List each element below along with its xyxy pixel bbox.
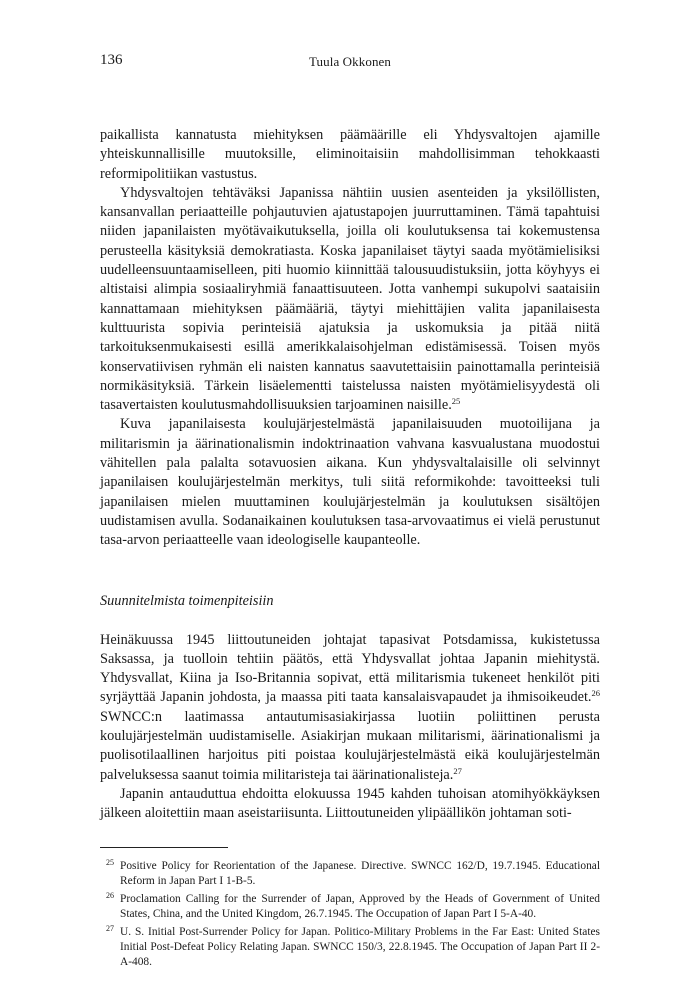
footnote-reference: 26 xyxy=(591,688,600,699)
document-page xyxy=(100,52,600,973)
running-header xyxy=(100,52,600,76)
paragraph: Japanin antauduttua ehdoitta elokuussa 1945 kahden tuhoisan atomihyökkäyksen jälkeen aloitettiin maan aseistariisunta. Liittoutuneiden ylipäällikön johtaman soti- xyxy=(100,785,600,822)
footnote-reference: 25 xyxy=(451,396,461,407)
footnote-reference: 27 xyxy=(453,765,462,776)
footnote-separator xyxy=(100,847,228,848)
footnote-text: U. S. Initial Post-Surrender Policy for Japan. Politico-Military Problems in the Far East: United States Initial Post-Defeat Policy Relating Japan. SWNCC 150/3, 22.8.1945. The Occupation of Japan Part II 2-A-408. xyxy=(120,925,600,969)
body-text xyxy=(100,126,600,824)
section-spacer xyxy=(100,611,600,631)
footnote-number: 26 xyxy=(106,890,114,900)
footnote-text: Positive Policy for Reorientation of the Japanese. Directive. SWNCC 162/D, 19.7.1945. Educational Reform in Japan Part I 1-B-5. xyxy=(120,859,600,887)
paragraph: paikallista kannatusta miehityksen päämäärille eli Yhdysvaltojen ajamille yhteiskunnallisille muutoksille, eliminoitaisiin mahdollisimman tehokkaasti reformipolitiikan vastustus. xyxy=(100,127,600,182)
paragraph: Kuva japanilaisesta koulujärjestelmästä japanilaisuuden muotoilijana ja militarismin ja äärinationalismin indoktrinaation vahvana kasvualustana muodostui vähitellen pala palalta sotavuosien aikana. Kun yhdysvaltalaisille oli selvinnyt japanilaisen koulujärjestelmän merkitys, tuli siitä reformikohde: tavoitteeksi tuli japanilaisen mielen muuttaminen koulujärjestelmän ja koulutuksen sisältöjen uudistamisen avulla. Sodanaikainen koulutuksen tasa-arvovaatimus ei vielä perustunut tasa-arvon periaatteelle vaan ideologiselle kaupanteolle. xyxy=(100,416,600,549)
footnote xyxy=(100,925,600,970)
running-head-author: Tuula Okkonen xyxy=(308,54,392,69)
paragraph xyxy=(100,631,600,785)
footnote xyxy=(100,892,600,922)
footnotes xyxy=(100,859,600,971)
paragraph-text: Heinäkuussa 1945 liittoutuneiden johtajat tapasivat Potsdamissa, kukistetussa Saksassa, ja tuolloin tehtiin päätös, että Yhdysvallat johtaa Japanin miehitystä. Yhdysvallat, Kiina ja Iso-Britannia sopivat, että militarismia tukeneet henkilöt piti syrjäyttää Japanin johdosta, ja maassa piti taata kansalaisvapaudet ja ihmisoikeudet. xyxy=(100,631,600,706)
footnote-number: 27 xyxy=(106,923,114,933)
section-heading: Suunnitelmista toimenpiteisiin xyxy=(100,592,274,609)
page-number: 136 xyxy=(100,52,123,68)
paragraph xyxy=(100,184,600,416)
footnote xyxy=(100,859,600,889)
paragraph-text: SWNCC:n laatimassa antautumisasiakirjassa luotiin poliittinen perusta koulujärjestelmän uudistamiselle. Asiakirjan mukaan militarismi, äärinationalismi ja puolisotilaallinen harjoitus piti poistaa koulujärjestelmästä eikä koulujärjestelmän palveluksessa saanut toimia militaristeja tai äärinationalisteja. xyxy=(100,708,600,783)
footnote-text: Proclamation Calling for the Surrender of Japan, Approved by the Heads of Government of United States, China, and the United Kingdom, 26.7.1945. The Occupation of Japan Part I 5-A-40. xyxy=(120,892,600,920)
footnote-number: 25 xyxy=(106,857,114,867)
paragraph-text: Yhdysvaltojen tehtäväksi Japanissa nähtiin uusien asenteiden ja yksilöllisten, kansanvallan periaatteille pohjautuvien ajatustapojen juurruttaminen. Tämä tapahtuisi niiden japanilaisten myötävaikutuksella, joilla oli koulutuksensa tai kokemustensa perusteella käsityksiä demokratiasta. Koska japanilaiset täytyi saada myötämielisiksi uudelleensuuntaamiselleen, piti huomio kiinnittää talousuudistuksiin, jotta köyhyys ei altistaisi alimpia sosiaaliryhmiä fanaattisuuteen. Jotta vanhempi sukupolvi saataisiin kannattamaan miehityksen päämääriä, täytyi miehittäjien valita japanilaisesta kulttuurista sopivia perinteisiä ajatuksia ja uskomuksia ja pitää niitä tarkoituksenmukaisesti esillä amerikkalaisohjelman edistämisessä. Toisen myös konservatiivisen ryhmän eli naisten kannatus saavutettaisiin painottamalla perinteisiä normikäsityksiä. Tärkein lisäelementti taistelussa naisten myötämielisyydestä oli tasavertaisten koulutusmahdollisuuksien tarjoaminen naisille. xyxy=(100,184,600,414)
